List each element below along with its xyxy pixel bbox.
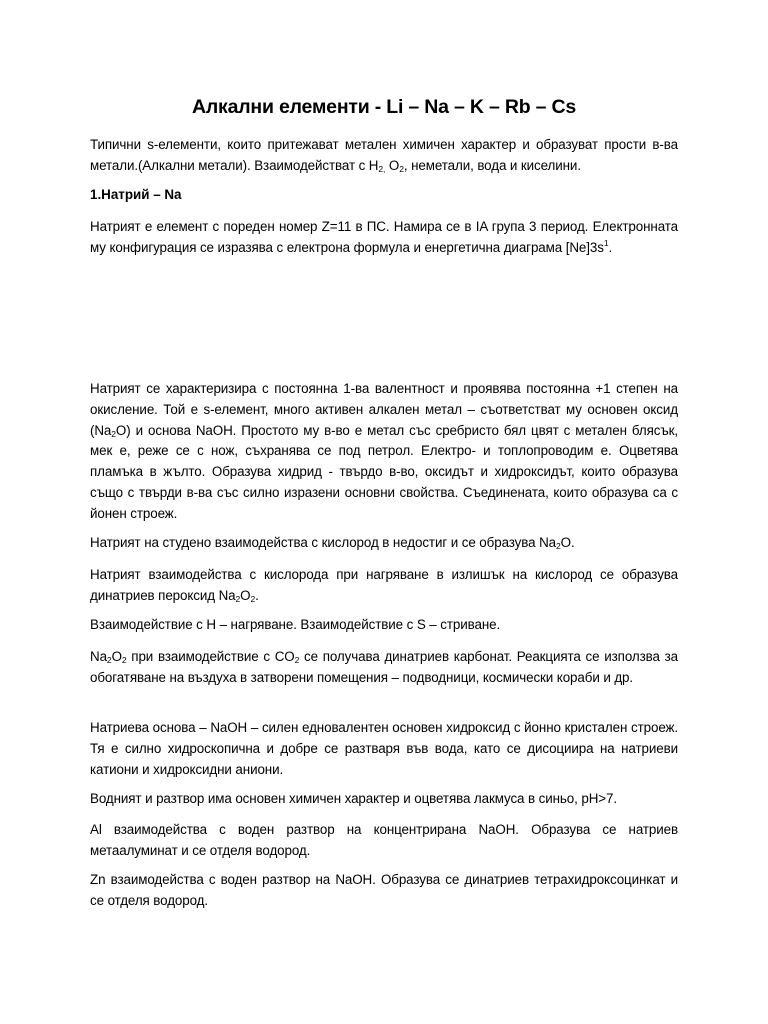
zinc-paragraph: Zn взаимодейства с воден разтвор на NaOH. Образува се динатриев тетрахидроксоцинкат и се отделя водород. — [90, 872, 678, 908]
section-heading: 1.Натрий – Na — [90, 187, 182, 202]
heating-paragraph: Натрият взаимодейства с кислорода при нагряване в излишък на кислород се образува динатриев пероксид $Na_2O_2$. — [90, 567, 678, 604]
document-title: Алкални елементи - Li – Na – K – Rb – Cs — [191, 96, 577, 118]
h-s-paragraph: Взаимодействие с H – нагряване. Взаимодействие с S – стриване. — [90, 617, 501, 632]
config-paragraph: Натрият е елемент с пореден номер Z=11 в ПС. Намира се в IA група 3 период. Електронната му конфигурация се изразява с електрона формула и енергетична диаграма $[Ne]3s^1$. — [90, 219, 678, 255]
properties-paragraph: Натрият се характеризира с постоянна 1-ва валентност и проявява постоянна +1 степен на окисление. Той е s-елемент, много активен алкален метал – съответстват му основен оксид $(Na_2O)$ и основа NaOH. Простото му в-во е метал със сребристо бял цвят с метален блясък, мек е, реже се с нож, съхранява се под петрол. Електро- и топлопроводим е. Оцветява пламъка в жълто. Образува хидрид - твърдо в-во, оксидът и хидроксидът, които образува също с твърди в-ва със силно изразени основни свойства. Съединената, които образува са с йонен строеж. — [90, 381, 678, 521]
peroxide-paragraph: $Na_2O_2$ при взаимодействие с $CO_2$ се получава динатриев карбонат. Реакцията се използва за обогатяване на въздуха в затворени помещения – подводници, космически кораби и др. — [90, 649, 678, 685]
aluminium-paragraph: Al взаимодейства с воден разтвор на концентрирана NaOH. Образува се натриев метаалуминат и се отделя водород. — [90, 822, 678, 858]
intro-paragraph: Типични s-елементи, които притежават метален химичен характер и образуват прости в-ва метали.(Алкални метали). Взаимодействат с $Н_{2,}$ $О_2$, неметали, вода и киселини. — [90, 137, 678, 174]
naoh-paragraph: Натриева основа – NaOH – силен едновалентен основен хидроксид с йонно кристален строеж. Тя е силно хидроскопична и добре се разтваря във вода, като се дисоциира на натриеви катиони и хидроксидни аниони. — [90, 720, 678, 777]
cold-oxygen-paragraph: Натрият на студено взаимодейства с кислород в недостиг и се образува $Na_2O$. — [90, 535, 575, 551]
solution-paragraph: Водният и разтвор има основен химичен характер и оцветява лакмуса в синьо, pH>7. — [90, 791, 617, 806]
